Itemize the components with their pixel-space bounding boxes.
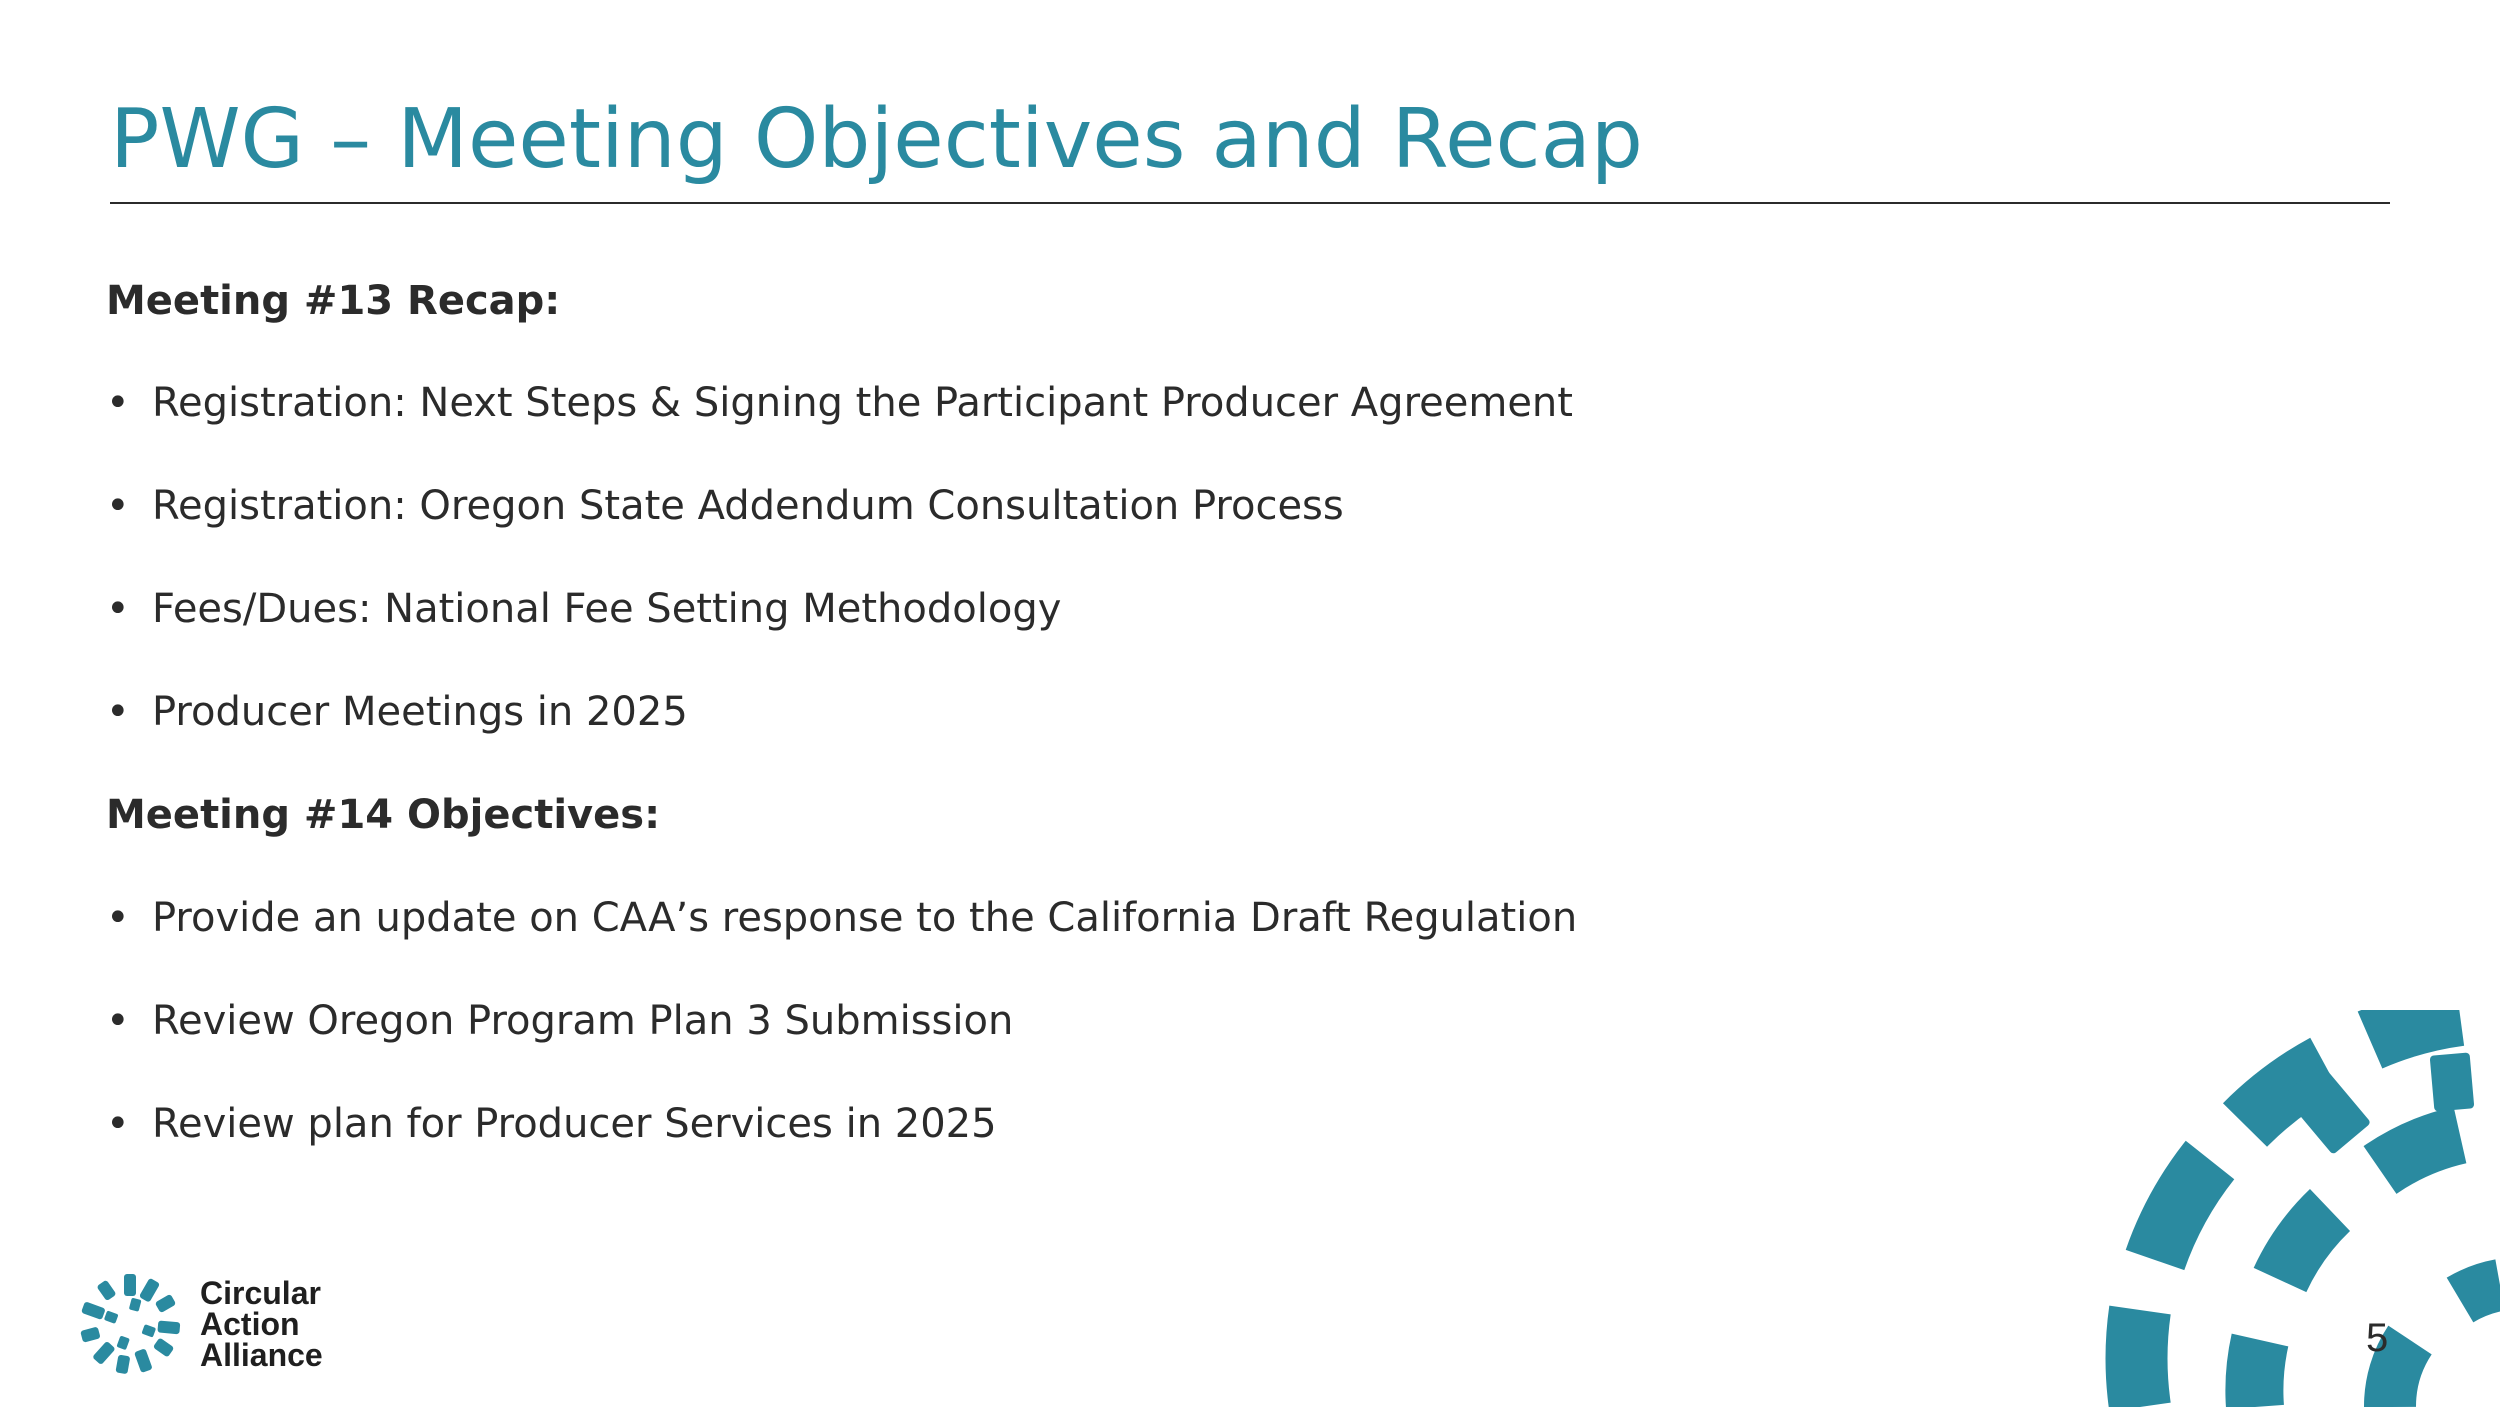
list-item-text: Review Oregon Program Plan 3 Submission [152, 998, 1014, 1044]
bullet-icon: • [106, 1101, 130, 1147]
list-item-text: Fees/Dues: National Fee Setting Methodology [152, 586, 1062, 632]
slide-title: PWG – Meeting Objectives and Recap [110, 92, 1643, 187]
logo-line: Action [200, 1306, 300, 1342]
recap-heading: Meeting #13 Recap: [106, 278, 561, 324]
decorative-arcs-icon [2080, 1010, 2500, 1407]
list-item [106, 689, 688, 735]
list-item [106, 1101, 997, 1147]
list-item-text: Registration: Oregon State Addendum Consultation Process [152, 483, 1344, 529]
list-item [106, 380, 1573, 426]
bullet-icon: • [106, 689, 130, 735]
logo-line: Circular [200, 1275, 321, 1311]
list-item [106, 483, 1344, 529]
list-item-text: Registration: Next Steps & Signing the Participant Producer Agreement [152, 380, 1573, 426]
page-number: 5 [2366, 1316, 2389, 1360]
logo-wordmark [200, 1275, 323, 1373]
list-item [106, 586, 1061, 632]
list-item-text: Review plan for Producer Services in 2025 [152, 1101, 997, 1147]
list-item [106, 998, 1013, 1044]
title-divider [110, 202, 2390, 204]
list-item-text: Producer Meetings in 2025 [152, 689, 688, 735]
bullet-icon: • [106, 998, 130, 1044]
list-item-text: Provide an update on CAA’s response to the California Draft Regulation [152, 895, 1578, 941]
logo-line: Alliance [200, 1337, 323, 1373]
bullet-icon: • [106, 483, 130, 529]
list-item [106, 895, 1577, 941]
objectives-heading: Meeting #14 Objectives: [106, 792, 661, 838]
bullet-icon: • [106, 895, 130, 941]
bullet-icon: • [106, 380, 130, 426]
bullet-icon: • [106, 586, 130, 632]
